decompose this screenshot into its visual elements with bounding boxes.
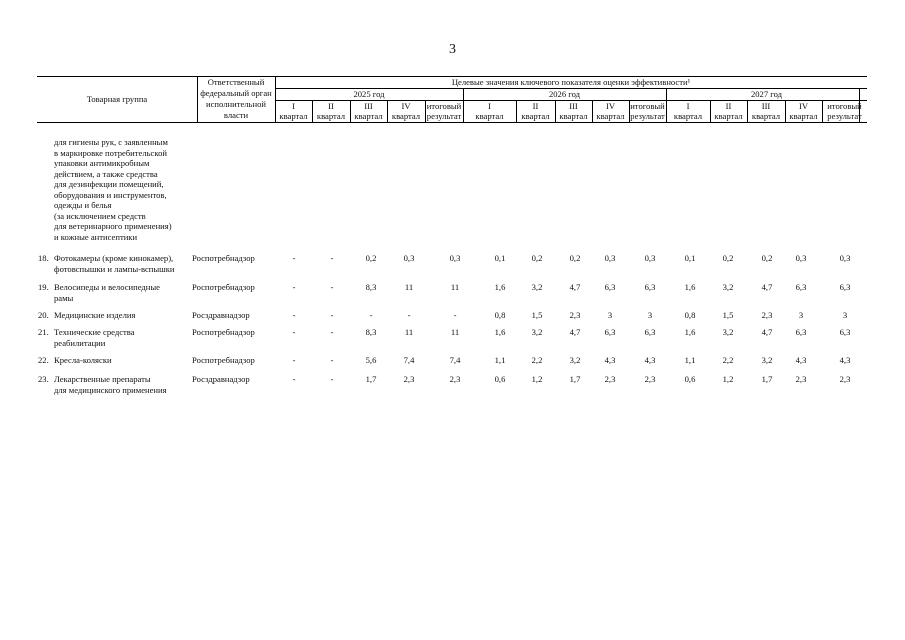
cell-value: 0,1 <box>494 253 506 263</box>
cell-value: 11 <box>450 282 460 292</box>
cell-value: 1,7 <box>365 374 377 384</box>
cell-value: - <box>292 327 296 337</box>
cell-value: 1,5 <box>722 310 734 320</box>
column-header-target: Целевые значения ключевого показателя оценки эффективности¹ <box>451 77 691 87</box>
cell-value: 4,7 <box>569 327 581 337</box>
cell-value: 1,1 <box>684 355 696 365</box>
cell-value: - <box>330 310 334 320</box>
cell-value: 0,2 <box>761 253 773 263</box>
cell-value: 3 <box>607 310 613 320</box>
quarter-header: результат <box>827 111 862 121</box>
cell-value: 6,3 <box>795 282 807 292</box>
row-number: 23. <box>38 374 49 384</box>
cell-value: 0,3 <box>604 253 616 263</box>
cell-value: 6,3 <box>795 327 807 337</box>
cell-value: 6,3 <box>644 327 656 337</box>
quarter-header: квартал <box>751 111 781 121</box>
cell-value: 1,6 <box>494 282 506 292</box>
cell-value: 3 <box>798 310 804 320</box>
cell-value: 0,1 <box>684 253 696 263</box>
row-name: Медицинские изделия <box>54 310 136 320</box>
row-agency: Роспотребнадзор <box>192 282 255 292</box>
cell-value: - <box>292 310 296 320</box>
row-agency: Росздравнадзор <box>192 310 250 320</box>
quarter-header: итоговый <box>426 101 462 111</box>
quarter-header: квартал <box>596 111 625 121</box>
row-name: Кресла-коляски <box>54 355 112 365</box>
cell-value: - <box>292 355 296 365</box>
continuation-line: действием, а также средства <box>54 168 158 179</box>
cell-value: - <box>330 253 334 263</box>
cell-value: - <box>330 355 334 365</box>
row-number: 20. <box>38 310 49 320</box>
quarter-header: III <box>364 101 373 111</box>
cell-value: 1,6 <box>494 327 506 337</box>
row-agency: Роспотребнадзор <box>192 327 255 337</box>
quarter-header: квартал <box>316 111 346 121</box>
cell-value: 4,3 <box>644 355 656 365</box>
row-agency: Росздравнадзор <box>192 374 250 384</box>
quarter-header: квартал <box>714 111 743 121</box>
cell-value: 0,6 <box>684 374 696 384</box>
cell-value: 2,3 <box>403 374 415 384</box>
cell-value: 7,4 <box>449 355 461 365</box>
cell-value: 3,2 <box>531 327 543 337</box>
continuation-line: одежды и белья <box>54 200 112 210</box>
cell-value: 8,3 <box>365 282 377 292</box>
quarter-header: результат <box>426 111 462 121</box>
cell-value: 2,3 <box>795 374 807 384</box>
cell-value: 3,2 <box>722 327 734 337</box>
quarter-header: II <box>532 101 539 111</box>
year-header: 2027 год <box>750 89 783 99</box>
cell-value: 1,5 <box>531 310 543 320</box>
cell-value: - <box>292 253 296 263</box>
cell-value: 1,6 <box>684 282 696 292</box>
header-bottom-rule <box>37 122 867 123</box>
cell-value: 0,2 <box>531 253 543 263</box>
cell-value: - <box>330 374 334 384</box>
row-name: для медицинского применения <box>54 384 167 395</box>
quarter-header: I <box>686 101 690 111</box>
quarter-header: II <box>328 101 334 111</box>
row-agency: Роспотребнадзор <box>192 253 255 263</box>
quarter-header: квартал <box>475 111 504 121</box>
cell-value: 3,2 <box>531 282 543 292</box>
cell-value: 3,2 <box>569 355 581 365</box>
quarter-header: IV <box>605 101 616 111</box>
quarter-header: квартал <box>279 111 308 121</box>
cell-value: 4,7 <box>761 327 773 337</box>
cell-value: 2,3 <box>839 374 851 384</box>
continuation-line: упаковки антимикробным <box>54 158 150 168</box>
cell-value: 1,2 <box>531 374 543 384</box>
page-number: 3 <box>449 42 456 57</box>
row-number: 18. <box>38 253 49 263</box>
cell-value: - <box>292 282 296 292</box>
cell-value: 0,8 <box>684 310 696 320</box>
cell-value: 2,3 <box>449 374 461 384</box>
cell-value: - <box>292 374 296 384</box>
cell-value: 4,3 <box>604 355 616 365</box>
continuation-line: для гигиены рук, с заявленным <box>54 137 168 147</box>
quarter-header: результат <box>630 111 665 121</box>
quarter-header: квартал <box>391 111 421 121</box>
cell-value: 0,6 <box>494 374 506 384</box>
year-header: 2025 год <box>353 89 385 99</box>
cell-value: 3,2 <box>761 355 773 365</box>
row-name: фотовспышки и лампы-вспышки <box>54 263 175 274</box>
cell-value: 2,2 <box>531 355 543 365</box>
cell-value: 0,2 <box>365 253 377 263</box>
cell-value: 1,6 <box>684 327 696 337</box>
cell-value: 3,2 <box>722 282 734 292</box>
column-header-agency: власти <box>223 110 249 120</box>
quarter-header: IV <box>401 101 411 111</box>
quarter-header: I <box>488 101 491 111</box>
column-header-group: Товарная группа <box>86 94 148 104</box>
column-header-agency: исполнительной <box>206 99 266 109</box>
cell-value: 0,2 <box>722 253 734 263</box>
cell-value: 1,7 <box>569 374 581 384</box>
quarter-header: квартал <box>521 111 550 121</box>
cell-value: 3 <box>647 310 653 320</box>
cell-value: 0,2 <box>569 253 581 263</box>
cell-value: 3 <box>842 310 848 320</box>
quarter-header: квартал <box>673 111 703 121</box>
row-number: 21. <box>38 327 49 337</box>
continuation-line: для ветеринарного применения) <box>54 221 172 231</box>
row-name: Велосипеды и велосипедные <box>54 282 160 292</box>
cell-value: 2,3 <box>761 310 773 320</box>
cell-value: - <box>453 310 457 320</box>
cell-value: 8,3 <box>365 327 377 337</box>
cell-value: 6,3 <box>604 282 616 292</box>
quarter-header: квартал <box>354 111 383 121</box>
cell-value: 0,3 <box>644 253 656 263</box>
quarter-header: II <box>725 101 732 111</box>
row-name: Лекарственные препараты <box>54 374 151 384</box>
cell-value: 0,3 <box>449 253 461 263</box>
quarter-header: квартал <box>559 111 588 121</box>
quarter-header: итоговый <box>630 101 665 111</box>
quarter-header: III <box>569 101 578 111</box>
cell-value: 5,6 <box>365 355 377 365</box>
table-header <box>37 76 867 123</box>
cell-value: 0,3 <box>403 253 415 263</box>
cell-value: - <box>330 327 334 337</box>
row-name: Технические средства <box>54 327 135 337</box>
cell-value: 11 <box>404 327 414 337</box>
continuation-line: в маркировке потребительской <box>54 147 167 158</box>
cell-value: 2,2 <box>722 355 734 365</box>
cell-value: - <box>369 310 373 320</box>
cell-value: 1,2 <box>722 374 734 384</box>
cell-value: 6,3 <box>839 327 851 337</box>
cell-value: 4,7 <box>569 282 581 292</box>
cell-value: - <box>407 310 411 320</box>
column-header-agency: Ответственный <box>207 77 265 87</box>
cell-value: 11 <box>450 327 460 337</box>
column-header-agency: федеральный орган <box>200 88 272 98</box>
cell-value: 0,3 <box>839 253 851 263</box>
row-number: 22. <box>38 355 49 365</box>
cell-value: 1,1 <box>494 355 506 365</box>
cell-value: 2,3 <box>644 374 656 384</box>
cell-value: 1,7 <box>761 374 773 384</box>
continuation-line: оборудования и инструментов, <box>54 189 167 200</box>
cell-value: 6,3 <box>839 282 851 292</box>
row-name: реабилитации <box>54 337 106 348</box>
cell-value: - <box>330 282 334 292</box>
quarter-header: итоговый <box>827 101 862 111</box>
cell-value: 4,3 <box>839 355 851 365</box>
cell-value: 4,7 <box>761 282 773 292</box>
cell-value: 6,3 <box>644 282 656 292</box>
continuation-line: для дезинфекции помещений, <box>54 179 164 189</box>
cell-value: 2,3 <box>604 374 616 384</box>
cell-value: 2,3 <box>569 310 581 320</box>
quarter-header: I <box>292 101 295 111</box>
quarter-header: IV <box>798 101 809 111</box>
cell-value: 7,4 <box>403 355 415 365</box>
quarter-header: III <box>761 101 771 111</box>
year-header: 2026 год <box>548 89 581 99</box>
cell-value: 4,3 <box>795 355 807 365</box>
row-number: 19. <box>38 282 49 292</box>
cell-value: 6,3 <box>604 327 616 337</box>
cell-value: 0,3 <box>795 253 807 263</box>
cell-value: 0,8 <box>494 310 506 320</box>
quarter-header: квартал <box>789 111 818 121</box>
cell-value: 11 <box>404 282 414 292</box>
continuation-line: и кожные антисептики <box>54 231 138 242</box>
row-name: рамы <box>54 292 74 303</box>
row-name: Фотокамеры (кроме кинокамер), <box>54 253 174 263</box>
row-agency: Роспотребнадзор <box>192 355 255 365</box>
continuation-line: (за исключением средств <box>54 210 146 221</box>
